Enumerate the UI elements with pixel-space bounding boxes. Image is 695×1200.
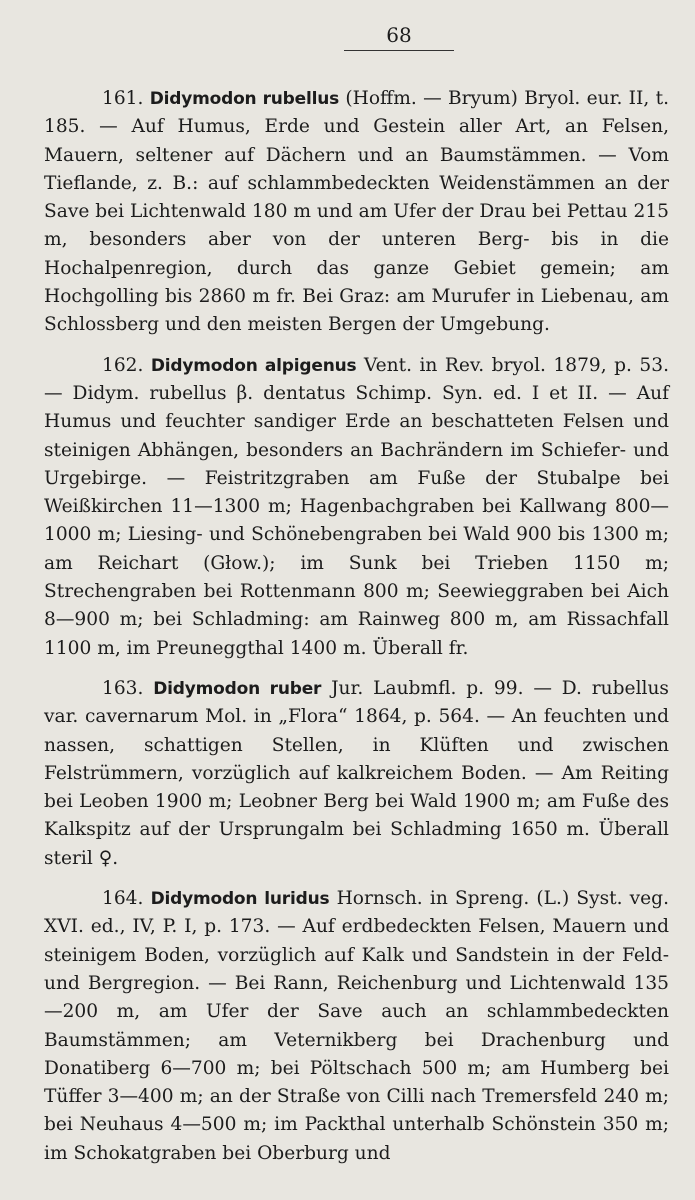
- species-entry-163: [44, 675, 669, 873]
- species-name: Didymodon rubellus: [149, 89, 340, 109]
- species-name: Didymodon luridus: [150, 889, 330, 910]
- page-number: 68: [344, 22, 454, 51]
- entry-number: 161.: [102, 88, 144, 109]
- entry-number: 163.: [102, 677, 144, 699]
- species-entry-162: [44, 352, 669, 663]
- species-entries: [44, 85, 669, 1168]
- species-entry-164: [44, 885, 669, 1168]
- entry-text: Jur. Laubmfl. p. 99. — D. rubellus var. cavernarum Mol. in „Flora“ 1864, p. 564. — An feuchten und nassen, schattigen Stellen, in Klüften und zwischen Felstrümmern, vorzüglich auf kalkreichem Boden. — Am Reiting bei Leoben 1900 m; Leobner Berg bei Wald 1900 m; am Fuße des Kalkspitz auf der Ursprungalm bei Schladming 1650 m. Überall steril ♀.: [44, 677, 669, 869]
- entry-text: (Hoffm. — Bryum) Bryol. eur. II, t. 185. — Auf Humus, Erde und Gestein aller Art, an Felsen, Mauern, seltener auf Dächern und an Baumstämmen. — Vom Tieflande, z. B.: auf schlammbedeckten Weidenstämmen an der Save bei Lichtenwald 180 m und am Ufer der Drau bei Pettau 215 m, besonders aber von der unteren Berg- bis in die Hochalpenregion, durch das ganze Gebiet gemein; am Hochgolling bis 2860 m fr. Bei Graz: am Murufer in Liebenau, am Schlossberg und den meisten Bergen der Umgebung.: [44, 88, 669, 336]
- species-name: Didymodon alpigenus: [150, 355, 357, 376]
- entry-text: Vent. in Rev. bryol. 1879, p. 53. — Didym. rubellus β. dentatus Schimp. Syn. ed. I et II. — Auf Humus und feuchter sandiger Erde an beschatteten Felsen und steinigen Abhängen, besonders an Bachrändern im Schiefer- und Urgebirge. — Feistritzgraben am Fuße der Stubalpe bei Weißkirchen 11—1300 m; Hagenbachgraben bei Kallwang 800—1000 m; Liesing- und Schönebengraben bei Wald 900 bis 1300 m; am Reichart (Głow.); im Sunk bei Trieben 1150 m; Strechengraben bei Rottenmann 800 m; Seewieggraben bei Aich 8—900 m; bei Schladming: am Rainweg 800 m, am Rissachfall 1100 m, im Preuneggthal 1400 m. Überall fr.: [44, 354, 669, 659]
- entry-text: Hornsch. in Spreng. (L.) Syst. veg. XVI. ed., IV, P. I, p. 173. — Auf erdbedeckten Felsen, Mauern und steinigem Boden, vorzüglich auf Kalk und Sandstein in der Feld- und Bergregion. — Bei Rann, Reichenburg und Lichtenwald 135—200 m, am Ufer der Save auch an schlammbedeckten Baumstämmen; am Veternikberg bei Drachenburg und Donatiberg 6—700 m; bei Pöltschach 500 m; am Humberg bei Tüffer 3—400 m; an der Straße von Cilli nach Tremersfeld 240 m; bei Neuhaus 4—500 m; im Packthal unterhalb Schönstein 350 m; im Schokatgraben bei Oberburg und: [44, 888, 669, 1164]
- entry-number: 164.: [102, 888, 144, 910]
- species-name: Didymodon ruber: [153, 678, 322, 699]
- species-entry-161: [44, 85, 669, 340]
- entry-number: 162.: [102, 354, 144, 376]
